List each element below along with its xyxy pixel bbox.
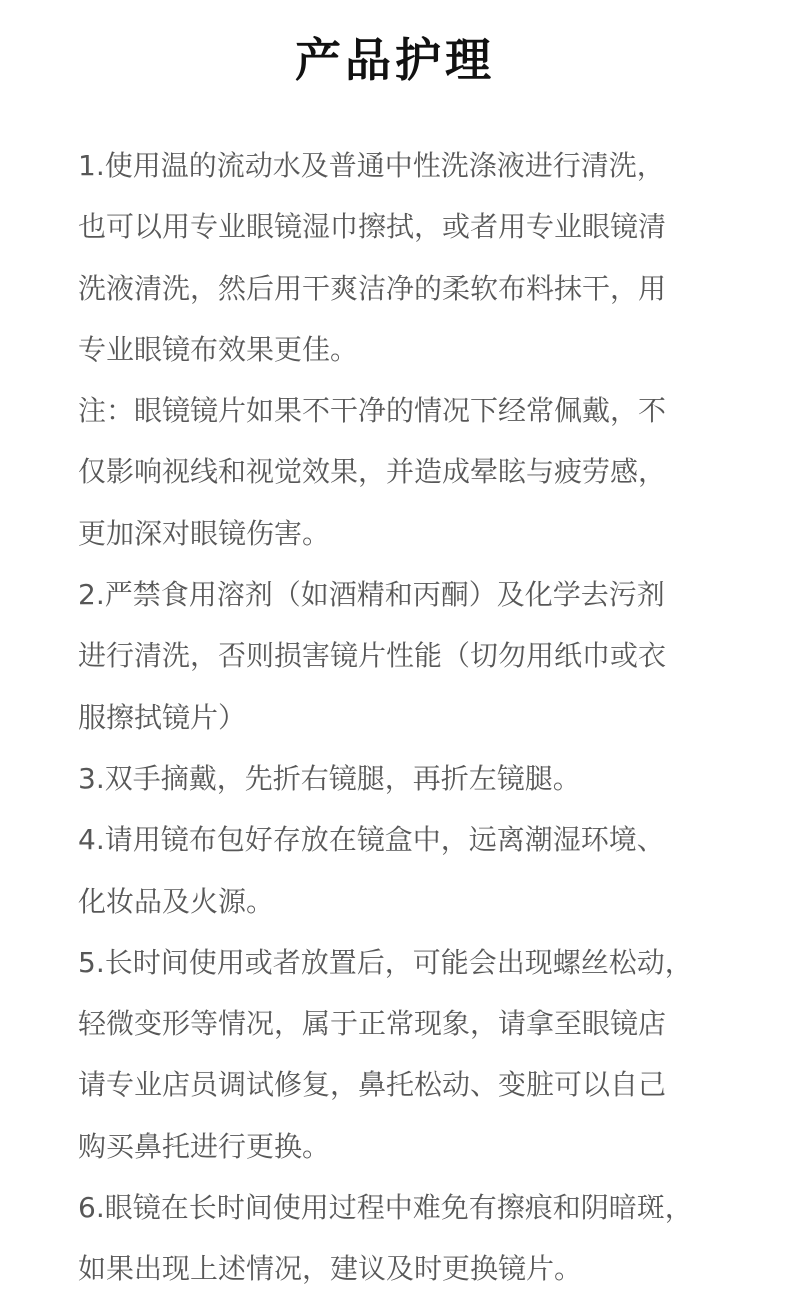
text-line: 3.双手摘戴，先折右镜腿，再折左镜腿。 [78,761,581,795]
text-line: 5.长时间使用或者放置后，可能会出现螺丝松动， [78,945,693,979]
page-title: 产品护理 [295,33,495,87]
text-line: 1.使用温的流动水及普通中性洗涤液进行清洗， [78,149,665,182]
text-line: 如果出现上述情况，建议及时更换镜片。 [78,1252,583,1286]
text-line: 更加深对眼镜伤害。 [78,516,331,550]
text-line: 化妆品及火源。 [78,884,275,918]
text-line: 专业眼镜布效果更佳。 [78,332,359,366]
care-instructions-body [78,135,718,1300]
text-line: 4.请用镜布包好存放在镜盒中，远离潮湿环境、 [78,823,665,857]
text-line: 6.眼镜在长时间使用过程中难免有擦痕和阴暗斑， [78,1191,693,1225]
text-line: 请专业店员调试修复，鼻托松动、变脏可以自己 [78,1068,667,1102]
text-line: 洗液清洗，然后用干爽洁净的柔软布料抹干，用 [78,271,667,305]
text-line: 也可以用专业眼镜湿巾擦拭，或者用专业眼镜清 [78,210,667,244]
text-line: 服擦拭镜片） [78,700,247,734]
text-line: 轻微变形等情况，属于正常现象，请拿至眼镜店 [78,1007,667,1041]
text-line: 2.严禁食用溶剂（如酒精和丙酮）及化学去污剂 [78,578,665,612]
text-line: 进行清洗，否则损害镜片性能（切勿用纸巾或衣 [78,639,667,673]
text-line: 注：眼镜镜片如果不干净的情况下经常佩戴，不 [78,394,667,428]
text-line: 仅影响视线和视觉效果，并造成晕眩与疲劳感， [78,455,667,489]
text-line: 购买鼻托进行更换。 [78,1129,331,1163]
